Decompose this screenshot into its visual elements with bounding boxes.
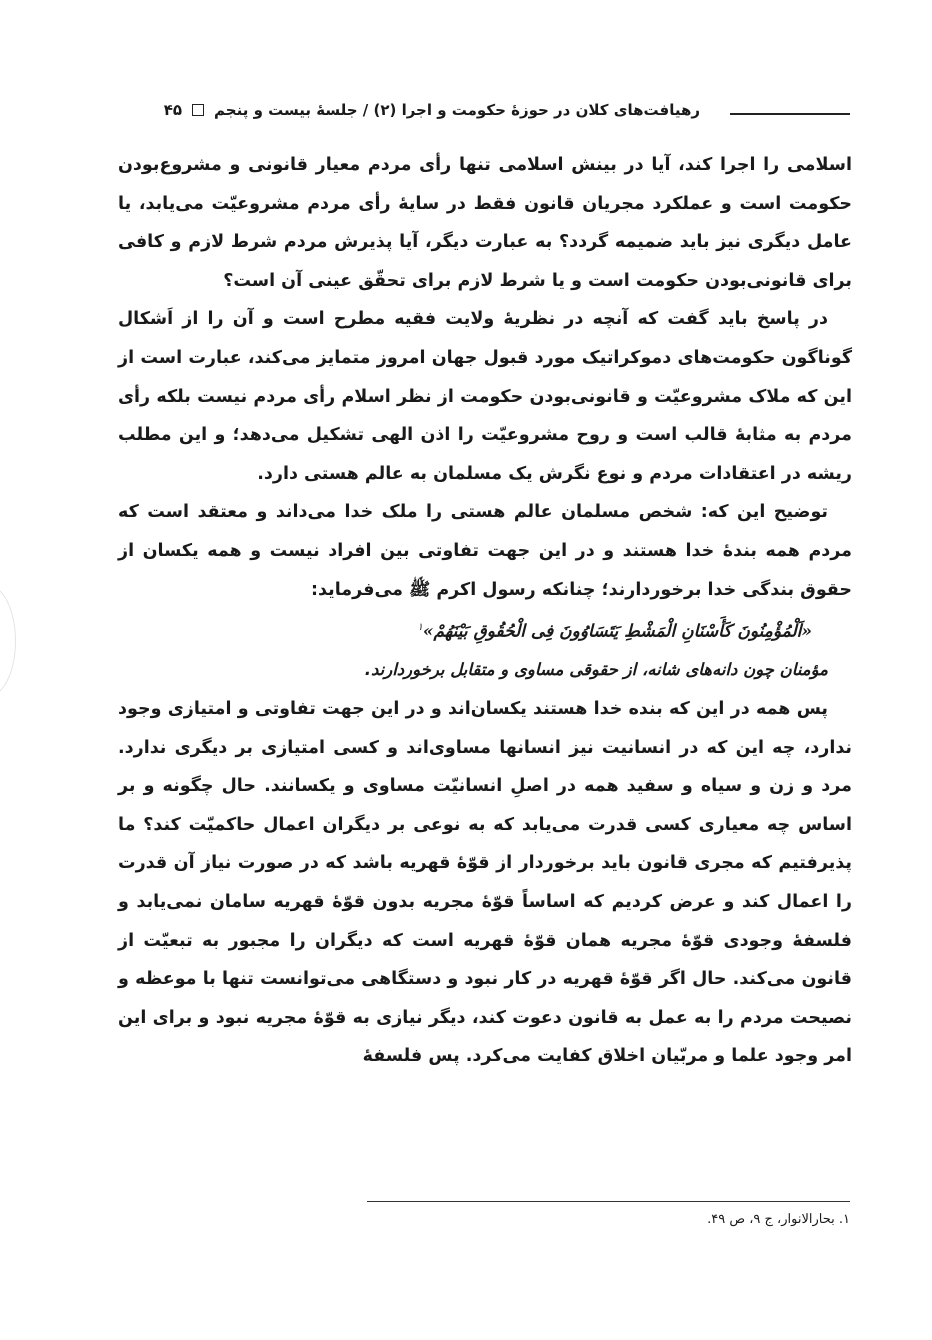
footnote-marker: ۱ <box>417 622 423 634</box>
paragraph: پس همه در این که بنده خدا هستند یکسان‌اند و در این جهت تفاوتی و امتیازی وجود ندارد، چه این که در انسانیت نیز انسانها مساوی‌اند و کسی امتیازی بر دیگری ندارد. مرد و زن و سیاه و سفید همه در اصلِ انسانیّت مساوی و یکسانند. حال چگونه و بر اساس چه معیاری کسی قدرت می‌یابد که به نوعی بر دیگران اعمال حاکمیّت کند؟ ما پذیرفتیم که مجری قانون باید برخوردار از قوّهٔ قهریه باشد که در صورت نیاز آن قدرت را اعمال کند و عرض کردیم که اساساً قوّهٔ مجریه بدون قوّهٔ قهریه سامان نمی‌یابد و فلسفهٔ وجودی قوّهٔ مجریه همان قوّهٔ قهریه است که دیگران را مجبور به تبعیّت از قانون می‌کند. حال اگر قوّهٔ قهریه در کار نبود و دستگاهی می‌توانست تنها با موعظه و نصیحت مردم را به عمل به قانون دعوت کند، دیگر نیازی به قوّهٔ مجریه نبود و برای این امر وجود علما و مربّیان اخلاق کفایت می‌کرد. پس فلسفهٔ <box>118 698 852 1067</box>
paragraph: در پاسخ باید گفت که آنچه در نظریهٔ ولایت فقیه مطرح است و آن را از اَشکال گوناگون حکومت‌های دموکراتیک مورد قبول جهان امروز متمایز می‌کند، عبارت است از این که ملاک مشروعیّت و قانونی‌بودن حکومت از نظر اسلام رأی مردم نیست بلکه رأی مردم به مثابهٔ قالب است و روح مشروعیّت را اذن الهی تشکیل می‌دهد؛ و این مطلب ریشه در اعتقادات مردم و نوع نگرش یک مسلمان به عالم هستی دارد. <box>118 309 852 484</box>
arabic-quote <box>118 609 842 651</box>
arabic-quote-text: «اَلْمُؤْمِنُونَ کَأَسْنَانِ الْمَشْطِ یَتَسَاوُونَ فِی الْحُقُوقِ بَیْنَهُمْ» <box>422 621 812 642</box>
header-rule <box>730 113 850 115</box>
square-separator-icon <box>192 104 204 116</box>
adjacent-page-edge <box>0 585 16 697</box>
paragraph: اسلامی را اجرا کند، آیا در بینش اسلامی تنها رأی مردم معیار قانونی و مشروع‌بودن حکومت است و عملکرد مجریان قانون فقط در سایهٔ رأی مردم مشروعیّت می‌یابد، یا عامل دیگری نیز باید ضمیمه گردد؟ به عبارت دیگر، آیا پذیرش مردم شرط لازم و کافی برای قانونی‌بودن حکومت است و یا شرط لازم برای تحقّق عینی آن است؟ <box>118 155 852 291</box>
main-text <box>118 146 852 1076</box>
paragraph: توضیح این که: شخص مسلمان عالم هستی را ملک خدا می‌داند و معتقد است که مردم همه بندهٔ خدا هستند و در این جهت تفاوتی بین افراد نیست و همه یکسان از حقوق بندگی خدا برخوردارند؛ چنانکه رسول اکرم ﷺ می‌فرماید: <box>118 502 852 600</box>
page-number: ۴۵ <box>163 101 183 119</box>
running-header <box>120 95 850 125</box>
quote-translation: مؤمنان چون دانه‌های شانه، از حقوقی مساوی و متقابل برخوردارند. <box>364 660 828 680</box>
footnote-rule <box>367 1201 850 1202</box>
running-title: رهیافت‌های کلان در حوزهٔ حکومت و اجرا (۲) / جلسهٔ بیست و پنجم <box>214 101 700 119</box>
footnote: ۱. بحارالانوار، ج ۹، ص ۴۹. <box>707 1212 850 1227</box>
